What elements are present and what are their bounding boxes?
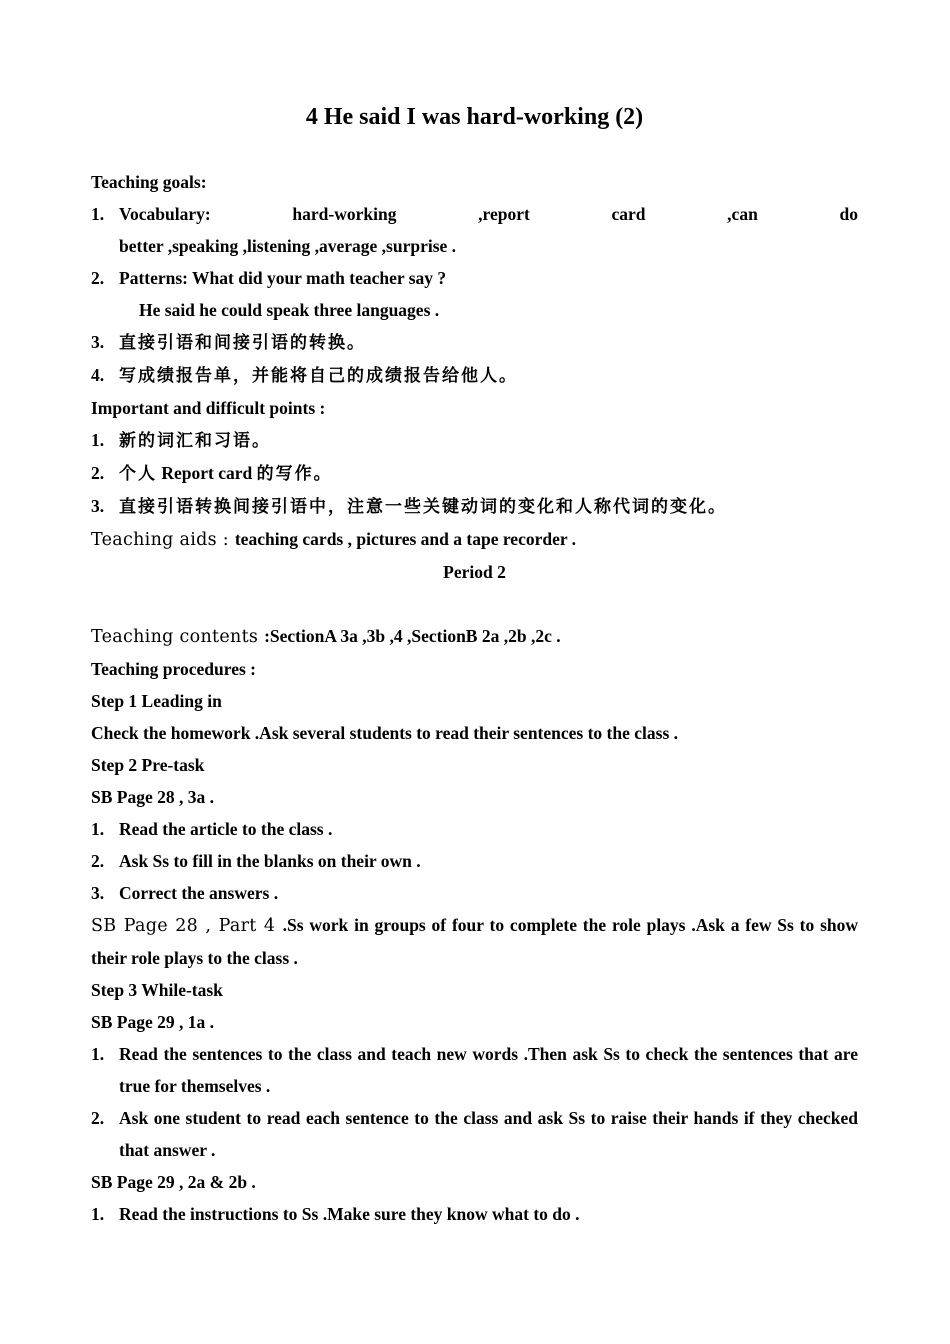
list-number: 4. [91,365,105,385]
step2-sb-ref: SB Page 28 , 3a . [91,787,214,807]
step2-item-1 [91,813,858,845]
step3-item-text: Ask one student to read each sentence to the class and ask Ss to raise their hands if they checked that answer . [119,1108,858,1160]
step3-item-text: Read the instructions to Ss .Make sure they know what to do . [119,1204,580,1224]
step2-item-2 [91,845,858,877]
step1-heading: Step 1 Leading in [91,691,222,711]
list-number: 1. [91,819,105,839]
list-number: 2. [91,463,105,483]
list-number: 3. [91,496,105,516]
list-number: 1. [91,1204,105,1224]
step2-item-text: Read the article to the class . [119,819,333,839]
step3-item-3 [91,1198,858,1230]
goal-item-patterns [91,262,858,294]
step3-item-text: Read the sentences to the class and teach new words .Then ask Ss to check the sentences that are true for themselves . [119,1044,858,1096]
vocabulary-line-2: better ,speaking ,listening ,average ,surprise . [119,236,457,256]
list-number: 3. [91,332,105,352]
goal-item-4-text: 写成绩报告单，并能将自己的成绩报告给他人。 [119,366,518,386]
teaching-contents-label: Teaching contents [91,627,265,647]
vocab-word: ,report [478,204,530,224]
step1-text: Check the homework .Ask several students to read their sentences to the class . [91,723,679,743]
point-item-2-post: 的写作。 [256,464,333,484]
step3-item-1 [91,1038,858,1102]
points-heading: Important and difficult points : [91,398,326,418]
teaching-aids-text: teaching cards , pictures and a tape recorder . [234,529,577,549]
point-item-2-en: Report card [157,463,257,483]
point-item-1-text: 新的词汇和习语。 [119,431,271,451]
teaching-aids-label: Teaching aids : [91,530,235,550]
step3-heading: Step 3 While-task [91,980,223,1000]
step2-item-text: Correct the answers . [119,883,279,903]
list-number: 3. [91,883,105,903]
vocab-word: do [839,204,858,224]
spacer [91,588,858,620]
step3-item-2 [91,1102,858,1166]
point-item-3 [91,490,858,523]
teaching-aids [91,523,858,556]
list-number: 1. [91,204,105,224]
patterns-example: He said he could speak three languages . [139,300,440,320]
patterns-line: Patterns: What did your math teacher say ? [119,268,447,288]
vocab-word: ,can [727,204,758,224]
goal-item-4 [91,359,858,392]
step3-sb-ref-2: SB Page 29 , 2a & 2b . [91,1172,256,1192]
procedures-heading: Teaching procedures : [91,659,256,679]
vocab-word: hard-working [292,204,397,224]
list-number: 2. [91,268,105,288]
list-number: 1. [91,1044,105,1064]
vocab-word: card [611,204,646,224]
teaching-goals-heading: Teaching goals: [91,172,207,192]
step2-item-text: Ask Ss to fill in the blanks on their own . [119,851,421,871]
list-number: 2. [91,1108,105,1128]
teaching-contents-text: :SectionA 3a ,3b ,4 ,SectionB 2a ,2b ,2c . [264,626,561,646]
goal-item-vocabulary [91,198,858,262]
goal-item-3 [91,326,858,359]
list-number: 1. [91,430,105,450]
step2-part4-text: .Ss work in groups of four to complete the role plays .Ask a few Ss to show their role plays to the class . [91,915,858,968]
vocab-label: Vocabulary: [119,204,211,224]
step2-part4 [91,909,858,974]
point-item-3-text: 直接引语转换间接引语中，注意一些关键动词的变化和人称代词的变化。 [119,497,727,517]
teaching-contents [91,620,858,653]
list-number: 2. [91,851,105,871]
step2-part4-label: SB Page 28 , Part 4 [91,916,283,936]
step2-heading: Step 2 Pre-task [91,755,205,775]
point-item-2-pre: 个人 [119,464,157,484]
step3-sb-ref-1: SB Page 29 , 1a . [91,1012,214,1032]
point-item-2 [91,457,858,490]
page-title: 4 He said I was hard-working (2) [305,104,644,130]
goal-item-3-text: 直接引语和间接引语的转换。 [119,333,366,353]
period-heading: Period 2 [443,562,506,582]
vocabulary-line [119,198,858,230]
document-page [91,100,858,1230]
step2-item-3 [91,877,858,909]
point-item-1 [91,424,858,457]
